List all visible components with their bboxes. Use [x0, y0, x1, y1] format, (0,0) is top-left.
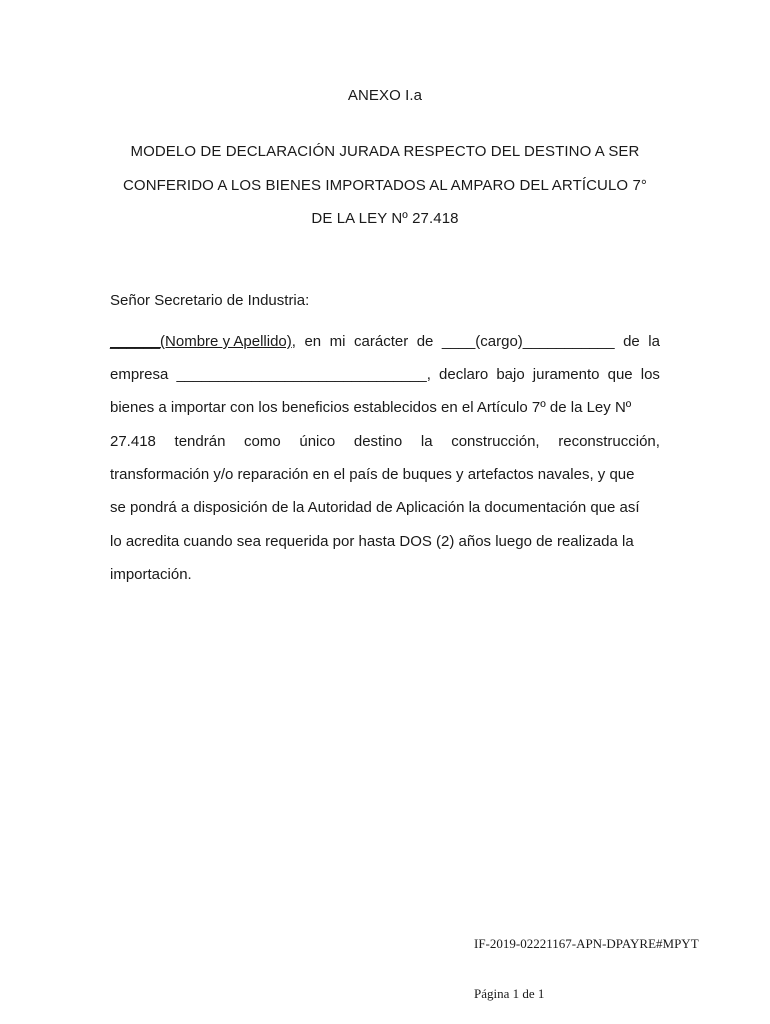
word: en — [304, 333, 322, 350]
paragraph-line-5: transformación y/o reparación en el país de buques y artefactos navales, y que — [110, 466, 635, 483]
word: como — [244, 433, 281, 450]
word: que — [607, 366, 633, 383]
cargo-field-blank: ____(cargo)___________ — [441, 333, 615, 350]
annex-label: ANEXO I.a — [347, 87, 423, 104]
document-id: IF-2019-02221167-APN-DPAYRE#MPYT — [474, 936, 699, 951]
word: los — [640, 366, 660, 383]
paragraph-line-7: lo acredita cuando sea requerida por hasta DOS (2) años luego de realizada la — [110, 533, 634, 550]
word: declaro — [439, 366, 489, 383]
word: la — [420, 433, 433, 450]
word: bajo — [496, 366, 525, 383]
word: destino — [353, 433, 403, 450]
comma: , — [291, 333, 296, 350]
paragraph-line-4 — [110, 433, 660, 450]
word: mi — [329, 333, 346, 350]
word: tendrán — [174, 433, 226, 450]
company-field-blank: ______________________________, — [176, 366, 431, 383]
name-field-blank — [110, 333, 296, 350]
paragraph-line-6: se pondrá a disposición de la Autoridad de Aplicación la documentación que así — [110, 499, 640, 516]
salutation: Señor Secretario de Industria: — [110, 292, 310, 309]
name-placeholder: ______(Nombre y Apellido) — [110, 333, 292, 350]
word: juramento — [532, 366, 600, 383]
paragraph-line-3: bienes a importar con los beneficios establecidos en el Artículo 7º de la Ley Nº — [110, 399, 632, 416]
word: de — [623, 333, 640, 350]
word: reconstrucción, — [558, 433, 660, 450]
word: empresa — [110, 366, 169, 383]
word: la — [648, 333, 660, 350]
word: carácter — [354, 333, 409, 350]
word: de — [416, 333, 434, 350]
title-line-2: CONFERIDO A LOS BIENES IMPORTADOS AL AMPARO DEL ARTÍCULO 7° — [123, 177, 647, 194]
title-line-3: DE LA LEY Nº 27.418 — [311, 210, 459, 227]
page-number: Página 1 de 1 — [474, 986, 545, 1001]
paragraph-line-8: importación. — [110, 566, 192, 583]
word: único — [299, 433, 336, 450]
paragraph-line-1 — [110, 333, 660, 350]
word: construcción, — [451, 433, 540, 450]
title-line-1: MODELO DE DECLARACIÓN JURADA RESPECTO DEL DESTINO A SER — [130, 143, 640, 160]
paragraph-line-2 — [110, 366, 660, 383]
word: 27.418 — [110, 433, 156, 450]
